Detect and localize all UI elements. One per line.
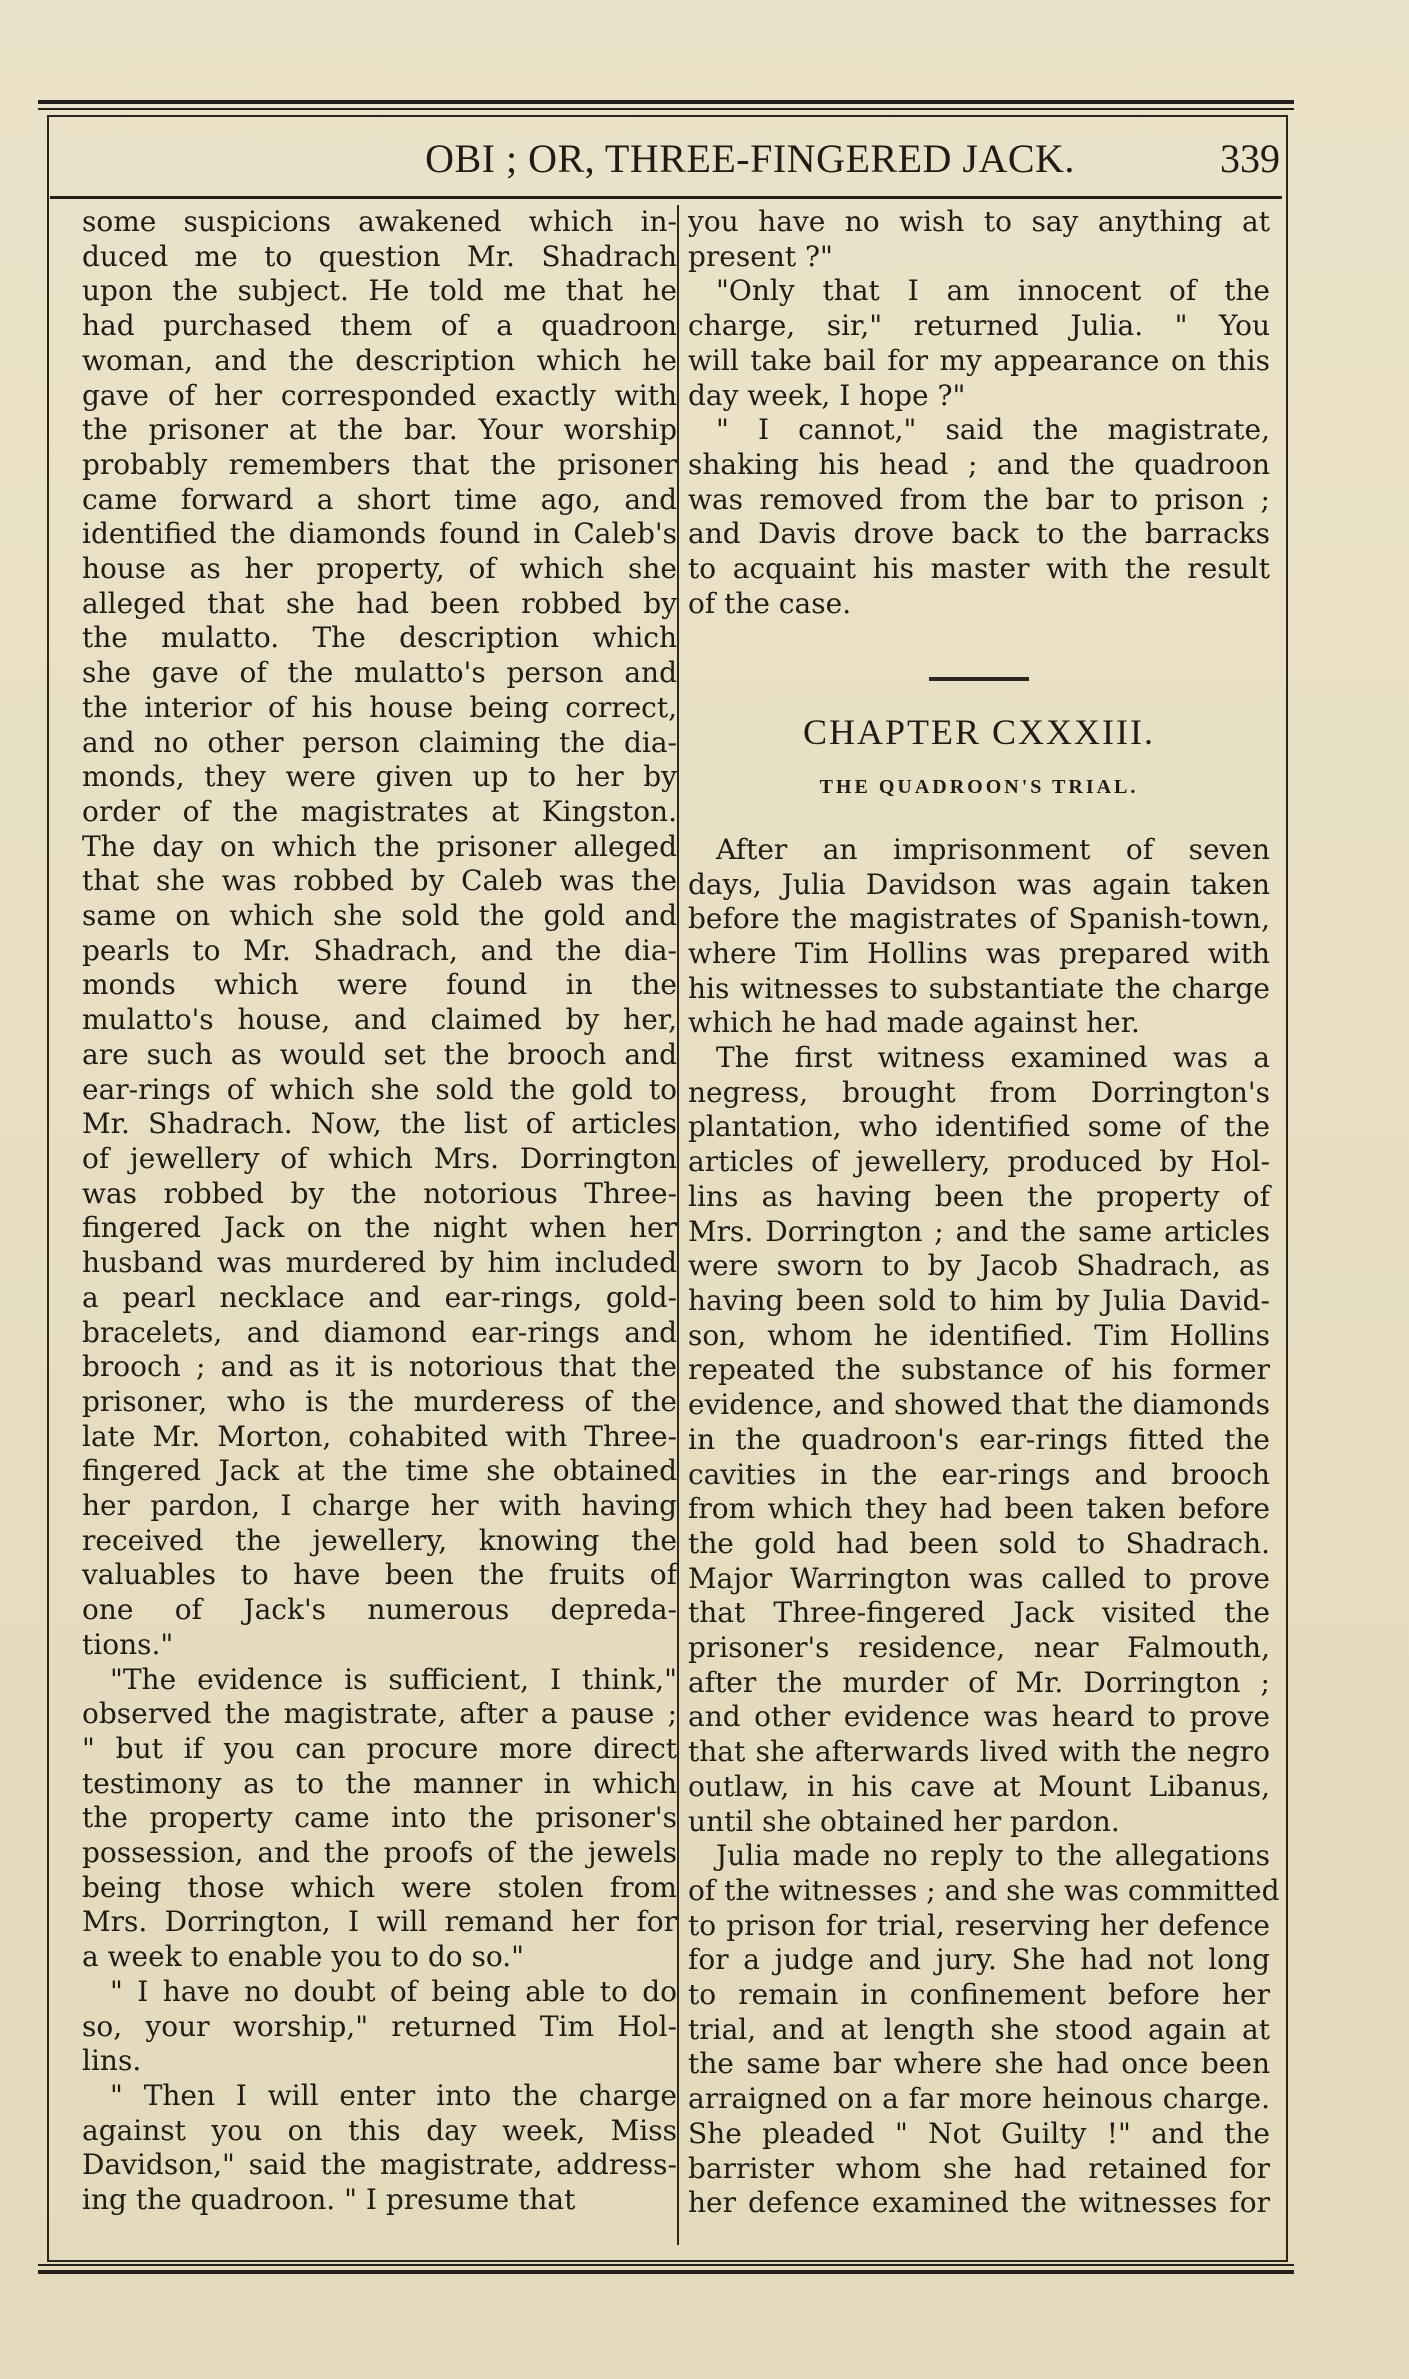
- text-line: The day on which the prisoner alleged: [82, 829, 677, 863]
- text-line: " Then I will enter into the charge: [110, 2078, 677, 2112]
- text-line: shaking his head ; and the quadroon: [688, 447, 1270, 481]
- text-line: Mr. Shadrach. Now, the list of articles: [82, 1107, 677, 1141]
- text-line: in the quadroon's ear-rings fitted the: [688, 1422, 1270, 1456]
- text-line: against you on this day week, Miss: [82, 2113, 677, 2147]
- text-line: so, your worship," returned Tim Hol-: [82, 2009, 677, 2043]
- text-line: " I have no doubt of being able to do: [110, 1974, 677, 2008]
- text-line: the prisoner at the bar. Your worship: [82, 413, 677, 447]
- text-line: lins.: [82, 2044, 142, 2078]
- text-line: plantation, who identified some of the: [688, 1110, 1270, 1144]
- text-line: and other evidence was heard to prove: [688, 1700, 1270, 1734]
- text-line: that Three-fingered Jack visited the: [688, 1596, 1270, 1630]
- text-line: came forward a short time ago, and: [82, 482, 677, 516]
- text-line: to acquaint his master with the result: [688, 552, 1270, 586]
- text-line: same on which she sold the gold and: [82, 899, 677, 933]
- column-divider: [677, 205, 679, 2245]
- text-line: a week to enable you to do so.": [82, 1940, 525, 1974]
- text-line: arraigned on a far more heinous charge.: [688, 2082, 1270, 2116]
- text-line: repeated the substance of his former: [688, 1353, 1270, 1387]
- text-line: the property came into the prisoner's: [82, 1801, 677, 1835]
- text-line: The first witness examined was a: [716, 1041, 1270, 1075]
- text-line: " I cannot," said the magistrate,: [716, 413, 1270, 447]
- text-line: possession, and the proofs of the jewels: [82, 1836, 677, 1870]
- text-line: monds which were found in the: [82, 968, 677, 1002]
- bottom-rule-thin: [38, 2264, 1294, 2266]
- text-line: brooch ; and as it is notorious that the: [82, 1350, 677, 1384]
- text-line: barrister whom she had retained for: [688, 2151, 1270, 2185]
- text-line: After an imprisonment of seven: [716, 832, 1270, 866]
- text-line: upon the subject. He told me that he: [82, 274, 677, 308]
- text-line: of the witnesses ; and she was committed: [688, 1873, 1280, 1907]
- text-line: the gold had been sold to Shadrach.: [688, 1526, 1270, 1560]
- text-line: are such as would set the brooch and: [82, 1037, 677, 1071]
- text-line: was removed from the bar to prison ;: [688, 482, 1270, 516]
- text-line: present ?": [688, 239, 833, 273]
- text-line: bracelets, and diamond ear-rings and: [82, 1315, 677, 1349]
- text-line: valuables to have been the fruits of: [82, 1558, 677, 1592]
- text-line: his witnesses to substantiate the charge: [688, 971, 1270, 1005]
- text-line: that she was robbed by Caleb was the: [82, 864, 677, 898]
- text-line: husband was murdered by him included: [82, 1246, 677, 1280]
- text-line: where Tim Hollins was prepared with: [688, 936, 1270, 970]
- text-line: Major Warrington was called to prove: [688, 1561, 1270, 1595]
- text-line: prisoner, who is the murderess of the: [82, 1384, 677, 1418]
- text-line: her pardon, I charge her with having: [82, 1489, 677, 1523]
- text-line: outlaw, in his cave at Mount Libanus,: [688, 1769, 1270, 1803]
- text-line: alleged that she had been robbed by: [82, 586, 677, 620]
- text-line: you have no wish to say anything at: [688, 205, 1270, 238]
- text-line: was robbed by the notorious Three-: [82, 1176, 677, 1210]
- text-line: negress, brought from Dorrington's: [688, 1075, 1270, 1109]
- text-line: her defence examined the witnesses for: [688, 2186, 1270, 2220]
- bottom-rule-thick: [38, 2270, 1294, 2274]
- left-column: [82, 205, 677, 2218]
- text-line: one of Jack's numerous depreda-: [82, 1593, 677, 1627]
- text-line: received the jewellery, knowing the: [82, 1523, 677, 1557]
- text-line: tions.": [82, 1627, 174, 1661]
- text-line: Davidson," said the magistrate, address-: [82, 2148, 677, 2182]
- text-line: some suspicions awakened which in-: [82, 205, 677, 238]
- chapter-subtitle: THE QUADROON'S TRIAL.: [819, 776, 1139, 799]
- text-line: and no other person claiming the dia-: [82, 725, 677, 759]
- text-line: the mulatto. The description which: [82, 621, 677, 655]
- text-line: pearls to Mr. Shadrach, and the dia-: [82, 933, 677, 967]
- text-line: observed the magistrate, after a pause ;: [82, 1697, 677, 1731]
- text-line: lins as having been the property of: [688, 1179, 1270, 1213]
- text-line: the interior of his house being correct,: [82, 690, 677, 724]
- text-line: charge, sir," returned Julia. " You: [688, 309, 1270, 343]
- right-column-text-after-chapter: [688, 832, 1280, 2221]
- chapter-ornament-rule: [929, 677, 1029, 681]
- text-line: and Davis drove back to the barracks: [688, 517, 1270, 551]
- text-line: fingered Jack at the time she obtained: [82, 1454, 677, 1488]
- text-line: "Only that I am innocent of the: [716, 274, 1270, 308]
- text-line: that she afterwards lived with the negro: [688, 1735, 1270, 1769]
- text-line: " but if you can procure more direct: [82, 1731, 677, 1765]
- text-line: ear-rings of which she sold the gold to: [82, 1072, 677, 1106]
- text-line: a pearl necklace and ear-rings, gold-: [82, 1280, 677, 1314]
- text-line: order of the magistrates at Kingston.: [82, 794, 677, 828]
- text-line: will take bail for my appearance on this: [688, 343, 1270, 377]
- text-line: late Mr. Morton, cohabited with Three-: [82, 1419, 677, 1453]
- top-rule-thick: [38, 100, 1294, 104]
- text-line: monds, they were given up to her by: [82, 760, 677, 794]
- text-line: to prison for trial, reserving her defence: [688, 1908, 1270, 1942]
- text-line: of the case.: [688, 586, 852, 620]
- text-line: testimony as to the manner in which: [82, 1766, 677, 1800]
- text-line: before the magistrates of Spanish-town,: [688, 902, 1270, 936]
- text-line: Julia made no reply to the allegations: [716, 1839, 1270, 1873]
- text-line: house as her property, of which she: [82, 552, 677, 586]
- text-line: woman, and the description which he: [82, 343, 677, 377]
- text-line: day week, I hope ?": [688, 378, 966, 412]
- text-line: from which they had been taken before: [688, 1492, 1270, 1526]
- text-line: for a judge and jury. She had not long: [688, 1943, 1270, 1977]
- text-line: gave of her corresponded exactly with: [82, 378, 677, 412]
- text-line: son, whom he identified. Tim Hollins: [688, 1318, 1270, 1352]
- text-line: days, Julia Davidson was again taken: [688, 867, 1270, 901]
- text-line: were sworn to by Jacob Shadrach, as: [688, 1249, 1270, 1283]
- text-line: Mrs. Dorrington ; and the same articles: [688, 1214, 1270, 1248]
- chapter-title: CHAPTER CXXXIII.: [803, 712, 1155, 753]
- text-line: trial, and at length she stood again at: [688, 2012, 1270, 2046]
- top-rule-thin: [38, 108, 1294, 110]
- text-line: of jewellery of which Mrs. Dorrington: [82, 1141, 677, 1175]
- text-line: She pleaded " Not Guilty !" and the: [688, 2116, 1270, 2150]
- text-line: having been sold to him by Julia David-: [688, 1283, 1270, 1317]
- right-column-text-before-chapter: [688, 205, 1270, 621]
- running-header: [50, 135, 1280, 195]
- text-line: articles of jewellery, produced by Hol-: [688, 1145, 1270, 1179]
- text-line: prisoner's residence, near Falmouth,: [688, 1631, 1270, 1665]
- text-line: which he had made against her.: [688, 1006, 1140, 1040]
- text-line: to remain in confinement before her: [688, 1978, 1270, 2012]
- text-line: Mrs. Dorrington, I will remand her for: [82, 1905, 677, 1939]
- header-rule: [50, 196, 1282, 199]
- text-line: ing the quadroon. " I presume that: [82, 2183, 576, 2217]
- right-column: [688, 205, 1280, 2221]
- text-line: the same bar where she had once been: [688, 2047, 1270, 2081]
- text-line: until she obtained her pardon.: [688, 1804, 1120, 1838]
- text-line: "The evidence is sufficient, I think,": [110, 1662, 677, 1696]
- text-line: had purchased them of a quadroon: [82, 309, 677, 343]
- running-title: OBI ; OR, THREE-FINGERED JACK.: [425, 136, 1075, 181]
- text-line: probably remembers that the prisoner: [82, 447, 677, 481]
- text-line: fingered Jack on the night when her: [82, 1211, 677, 1245]
- text-line: she gave of the mulatto's person and: [82, 656, 677, 690]
- text-line: after the murder of Mr. Dorrington ;: [688, 1665, 1270, 1699]
- text-line: evidence, and showed that the diamonds: [688, 1388, 1270, 1422]
- page-number: 339: [1220, 136, 1280, 181]
- text-line: identified the diamonds found in Caleb's: [82, 517, 677, 551]
- text-line: mulatto's house, and claimed by her,: [82, 1003, 677, 1037]
- text-line: being those which were stolen from: [82, 1870, 677, 1904]
- text-line: cavities in the ear-rings and brooch: [688, 1457, 1270, 1491]
- text-line: duced me to question Mr. Shadrach: [82, 239, 677, 273]
